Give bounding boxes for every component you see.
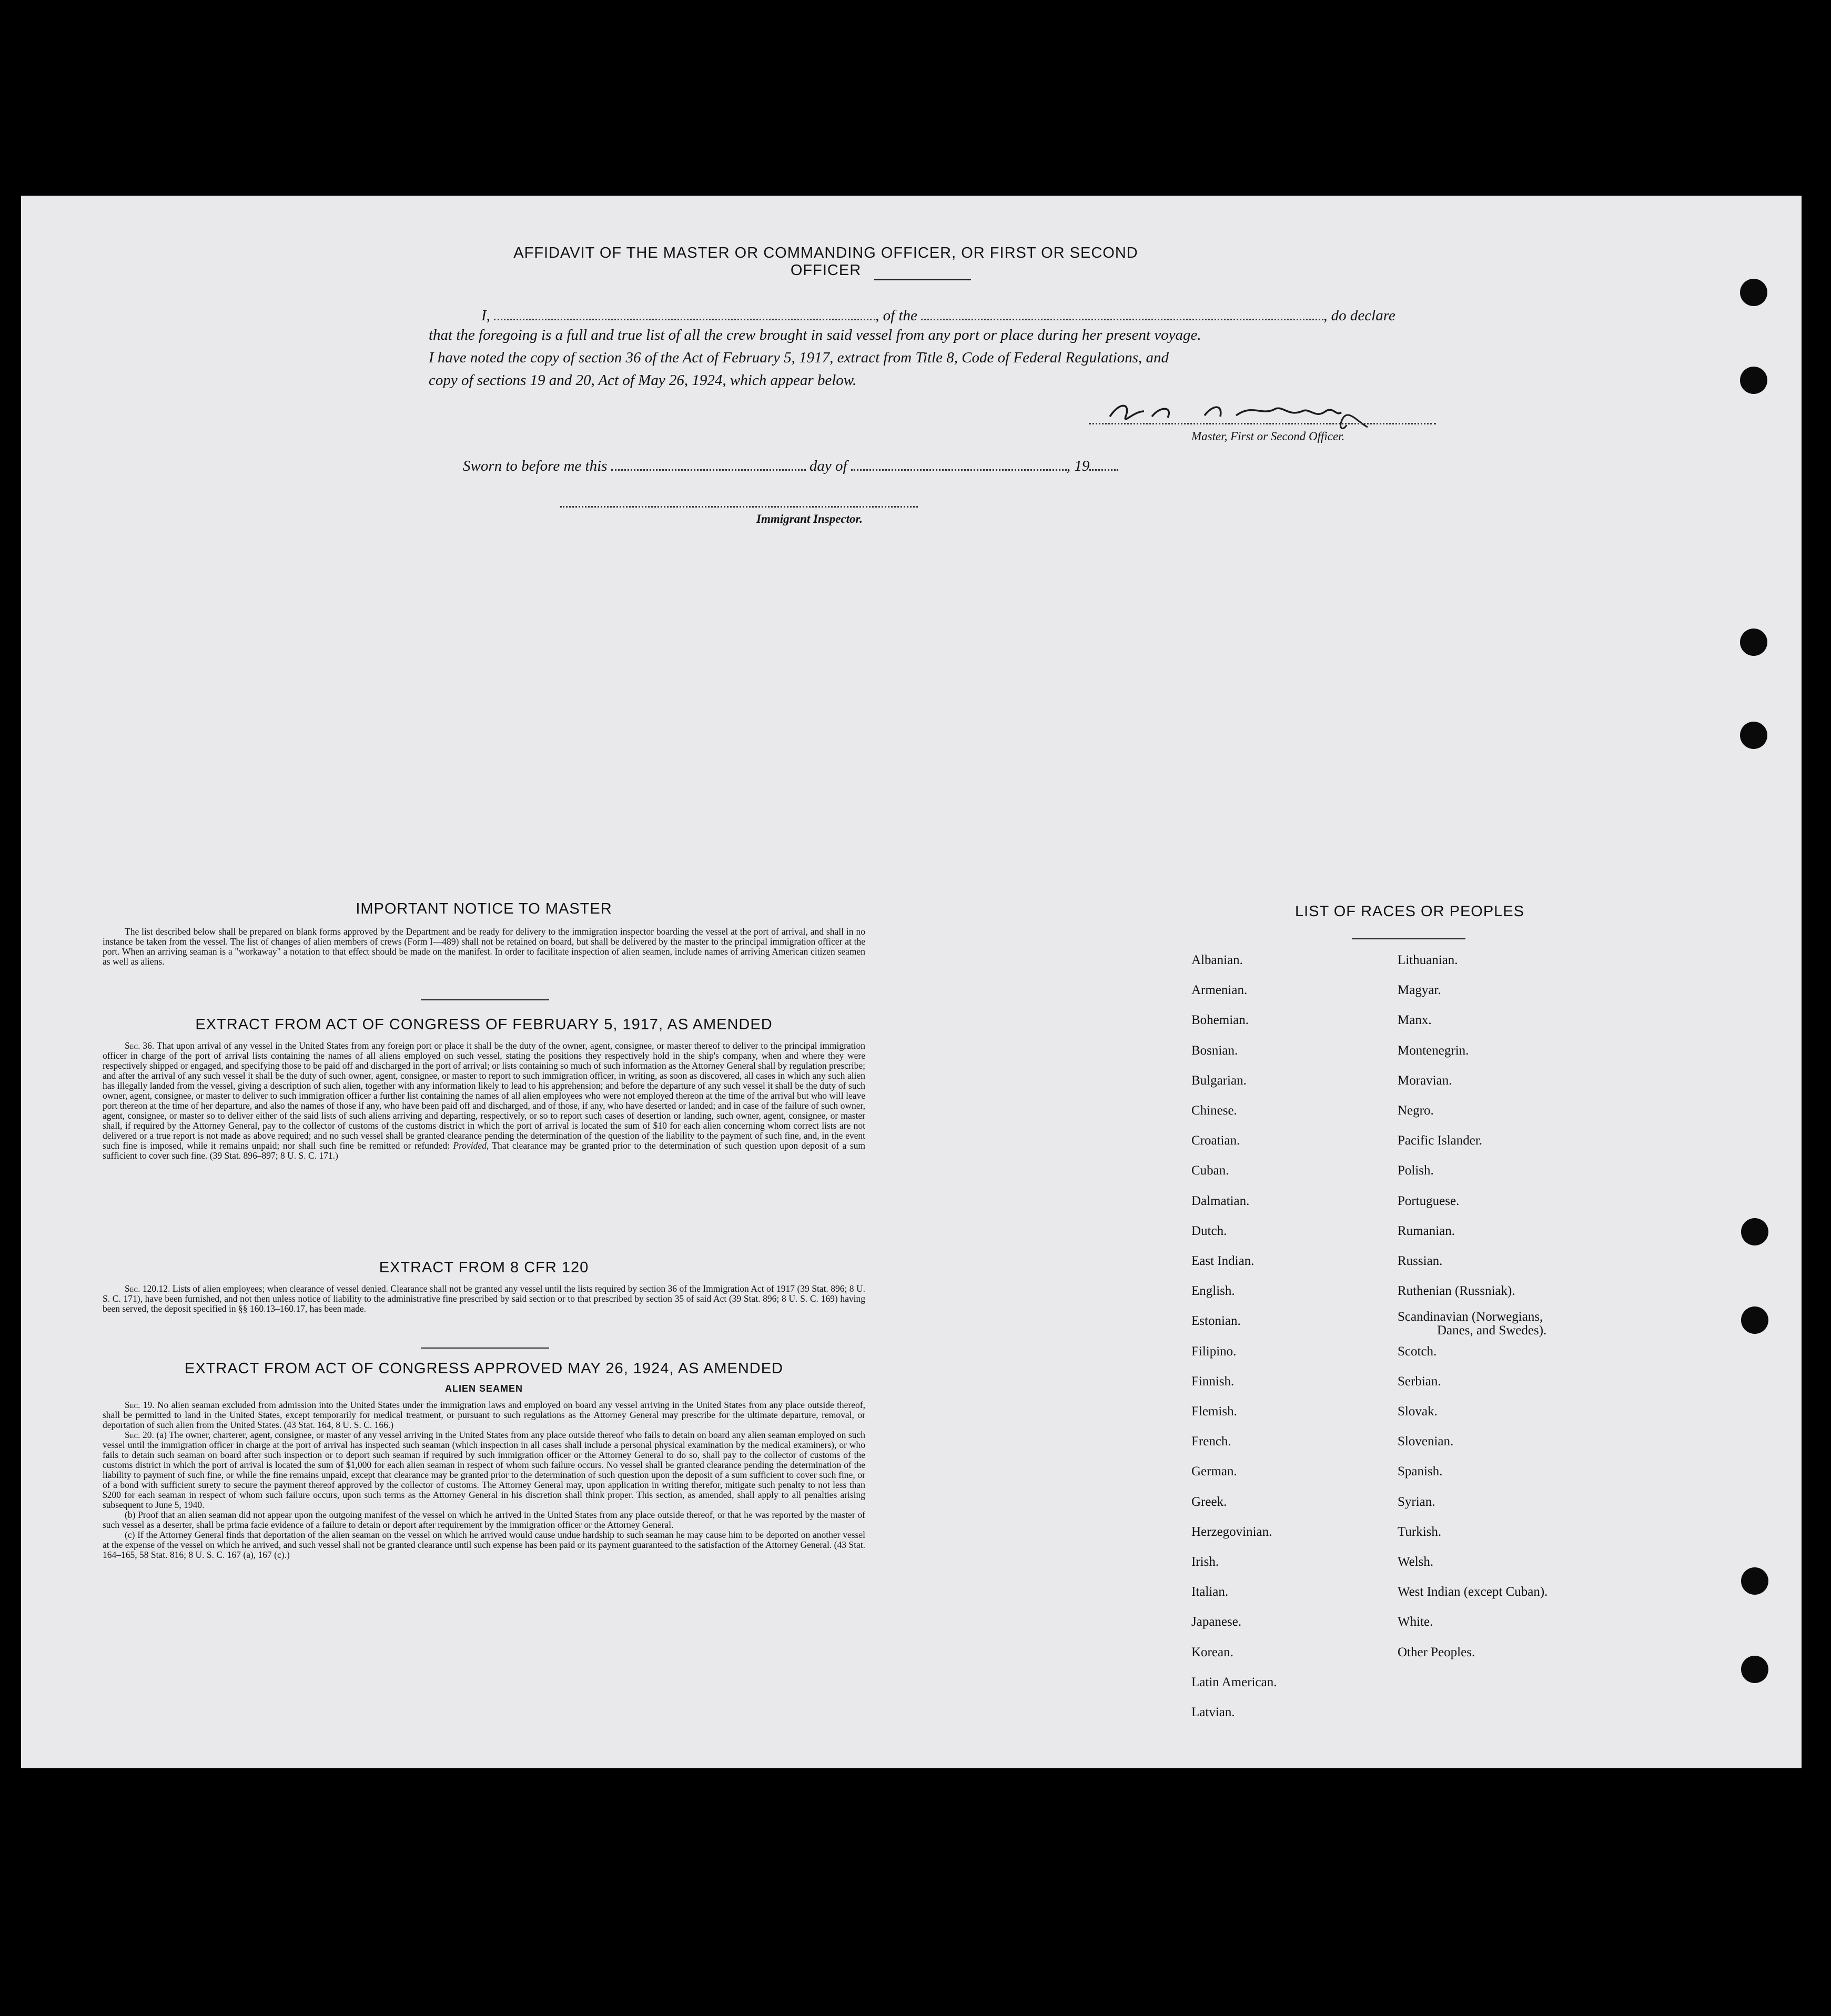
race-item: Finnish. xyxy=(1191,1374,1235,1389)
races-title: LIST OF RACES OR PEOPLES xyxy=(1294,903,1525,920)
officer-signature xyxy=(1094,396,1368,432)
race-item: Danes, and Swedes). xyxy=(1437,1323,1547,1338)
race-item: Lithuanian. xyxy=(1398,953,1458,967)
race-item: Filipino. xyxy=(1191,1344,1237,1359)
races-divider xyxy=(1352,938,1465,939)
extract-cfr-text xyxy=(103,1284,865,1314)
notice-text xyxy=(103,927,865,967)
provided-label: Provided, xyxy=(453,1140,489,1151)
day-of-label: day of xyxy=(809,458,847,474)
signature-line[interactable] xyxy=(1089,423,1436,424)
race-item: Dalmatian. xyxy=(1191,1193,1250,1208)
vessel-name-field[interactable] xyxy=(921,304,1323,320)
binder-hole xyxy=(1741,1306,1768,1334)
extract-cfr-title: EXTRACT FROM 8 CFR 120 xyxy=(379,1259,589,1276)
extract-1917-title: EXTRACT FROM ACT OF CONGRESS OF FEBRUARY 5, 1917, AS AMENDED xyxy=(195,1016,773,1033)
race-item: Dutch. xyxy=(1191,1223,1227,1238)
race-item: Scotch. xyxy=(1398,1344,1437,1359)
sec-19-text: No alien seaman excluded from admission into the United States under the immigration laws and employed on board any vessel arriving in the United States from any place outside thereof, shall be permitted to land in the United States, except temporarily for medical treatment, or pursuant to such regulations as the Attorney General may prescribe for the ultimate departure, removal, or deportation of such alien from the United States. (43 Stat. 164, 8 U. S. C. 166.) xyxy=(103,1400,865,1430)
divider-2 xyxy=(421,1348,549,1349)
sworn-label: Sworn to before me this xyxy=(463,458,608,474)
race-item: White. xyxy=(1398,1615,1433,1629)
race-item: Latin American. xyxy=(1191,1675,1277,1689)
race-item: Latvian. xyxy=(1191,1705,1235,1719)
affidavit-title: AFFIDAVIT OF THE MASTER OR COMMANDING OFFICER, OR FIRST OR SECOND OFFICER xyxy=(513,245,1138,279)
race-item: East Indian. xyxy=(1191,1254,1255,1268)
race-item: Bosnian. xyxy=(1191,1043,1238,1058)
sec-20b-text: (b) Proof that an alien seaman did not appear upon the outgoing manifest of the vessel on which he arrived in the United States from any place outside thereof, or that he was reported by the master of such vessel as a deserter, shall be prima facie evidence of a failure to detain or deport after requirement by the immigration officer or the Attorney General. xyxy=(103,1510,865,1530)
sec-36-text-end: That clearance may be granted prior to the determination of such question upon deposit of a sum sufficient to cover such fine. (39 Stat. 896–897; 8 U. S. C. 171.) xyxy=(103,1140,866,1161)
extract-1917-text xyxy=(103,1041,865,1161)
declarant-label: I, xyxy=(481,307,490,324)
signature-caption: Master, First or Second Officer. xyxy=(1191,430,1345,443)
race-item: Herzegovinian. xyxy=(1191,1524,1272,1539)
race-item: Welsh. xyxy=(1398,1555,1434,1569)
race-item: Scandinavian (Norwegians, xyxy=(1398,1310,1543,1324)
race-item: Japanese. xyxy=(1191,1615,1242,1629)
race-item: Slovenian. xyxy=(1398,1434,1454,1449)
race-item: Spanish. xyxy=(1398,1464,1443,1479)
title-divider xyxy=(874,279,971,280)
race-item: Serbian. xyxy=(1398,1374,1441,1389)
race-item: Armenian. xyxy=(1191,983,1248,998)
declaration-line-3: I have noted the copy of section 36 of the Act of February 5, 1917, extract from Title 8, Code of Federal Regulations, and xyxy=(429,349,1169,366)
binder-hole xyxy=(1740,629,1767,656)
inspector-signature-line[interactable] xyxy=(560,506,918,508)
race-item: Magyar. xyxy=(1398,983,1441,998)
race-item: Montenegrin. xyxy=(1398,1043,1469,1058)
vessel-label: , of the xyxy=(875,307,917,324)
race-item: Manx. xyxy=(1398,1013,1432,1028)
declaration-line-4: copy of sections 19 and 20, Act of May 26, 1924, which appear below. xyxy=(429,372,857,389)
declarant-name-field[interactable] xyxy=(494,304,875,320)
race-item: Irish. xyxy=(1191,1555,1219,1569)
binder-hole xyxy=(1741,1567,1768,1595)
sworn-day-field[interactable] xyxy=(611,454,806,471)
sec-20c-text: (c) If the Attorney General finds that deportation of the alien seaman on the vessel on which he arrived would cause undue hardship to such seaman he may cause him to be deported on another vessel at the expense of the vessel on which he arrived, and such vessel shall not be granted clearance until such expense has been paid or its payment guaranteed to the satisfaction of the Attorney General. (43 Stat. 164–165, 58 Stat. 816; 8 U. S. C. 167 (a), 167 (c).) xyxy=(103,1529,865,1560)
form-sheet xyxy=(21,196,1802,1768)
race-item: Greek. xyxy=(1191,1494,1227,1509)
sec-20-label: Sec. 20. xyxy=(125,1430,154,1440)
race-item: Polish. xyxy=(1398,1163,1434,1178)
race-item: Croatian. xyxy=(1191,1133,1240,1148)
race-item: Bulgarian. xyxy=(1191,1073,1247,1088)
sec-120-text: Lists of alien employees; when clearance of vessel denied. Clearance shall not be granted any vessel until the lists required by section 36 of the Immigration Act of 1917 (39 Stat. 896; 8 U. S. C. 171), have been furnished, and not then unless notice of liability to the administrative fine prescribed by said section or to that prescribed by section 35 of said Act (39 Stat. 896; 8 U. S. C. 169) having been served, the deposit specified in §§ 160.13–160.17, has been made. xyxy=(103,1283,865,1314)
race-item: Moravian. xyxy=(1398,1073,1452,1088)
binder-hole xyxy=(1740,367,1767,394)
binder-hole xyxy=(1741,1656,1768,1683)
declare-text: , do declare xyxy=(1323,307,1395,324)
race-item: West Indian (except Cuban). xyxy=(1398,1585,1548,1599)
sec-36-label: Sec. 36. xyxy=(125,1040,155,1051)
declaration-line-1 xyxy=(429,304,1395,325)
notice-paragraph: The list described below shall be prepared on blank forms approved by the Department and be ready for delivery to the immigration inspector boarding the vessel at the port of arrival, and shall in no instance be taken from the vessel. The list of changes of alien members of crews (Form I—489) shall not be retained on board, but shall be delivered by the master to the principal immigration officer at the port. When an arriving seaman is a "workaway" a notation to that effect should be made on the manifest. In order to facilitate inspection of alien seamen, include names of arriving American citizen seamen as well as aliens. xyxy=(103,926,865,967)
binder-hole xyxy=(1740,279,1767,306)
race-item: Italian. xyxy=(1191,1585,1229,1599)
race-item: Other Peoples. xyxy=(1398,1645,1475,1659)
race-item: Estonian. xyxy=(1191,1314,1241,1329)
sworn-line xyxy=(463,454,1118,475)
race-item: Ruthenian (Russniak). xyxy=(1398,1284,1515,1299)
sec-120-label: Sec. 120.12. xyxy=(125,1283,170,1294)
sworn-year-field[interactable] xyxy=(1089,454,1118,471)
race-item: Portuguese. xyxy=(1398,1193,1460,1208)
race-item: Russian. xyxy=(1398,1254,1443,1268)
race-item: Flemish. xyxy=(1191,1404,1237,1419)
race-item: German. xyxy=(1191,1464,1237,1479)
alien-seamen-subtitle: ALIEN SEAMEN xyxy=(444,1383,523,1394)
race-item: Albanian. xyxy=(1191,953,1243,967)
sec-19-label: Sec. 19. xyxy=(125,1400,155,1410)
extract-1924-title: EXTRACT FROM ACT OF CONGRESS APPROVED MAY 26, 1924, AS AMENDED xyxy=(185,1360,783,1377)
inspector-caption: Immigrant Inspector. xyxy=(756,512,863,525)
race-item: French. xyxy=(1191,1434,1231,1449)
race-item: Cuban. xyxy=(1191,1163,1229,1178)
race-item: Bohemian. xyxy=(1191,1013,1249,1028)
sec-36-text: That upon arrival of any vessel in the United States from any foreign port or place it shall be the duty of the owner, agent, consignee, or master thereof to deliver to the principal immigration officer in charge of the port of arrival lists containing the names of all aliens employed on such vessel, stating the positions they respectively hold in the ship's company, when and where they were respectively shipped or engaged, and specifying those to be paid off and discharged in the port of arrival; or lists containing so much of such information as the Attorney General shall by regulation prescribe; and after the arrival of any such vessel it shall be the duty of such owner, agent, consignee, or master to report to such immigration officer, in writing, as soon as discovered, all cases in which any such alien has illegally landed from the vessel, giving a description of such alien, together with any information likely to lead to his apprehension; and before the departure of any such vessel it shall be the duty of such owner, agent, consignee, or master to deliver to such immigration officer a further list containing the names of all alien employees who were not employed thereon at the time of the arrival but who will leave port thereon at the time of her departure, and also the names of those if any, who have been paid off and discharged, and of those, if any, who have deserted or landed; and in case of the failure of such owner, agent, consignee, or master so to deliver either of the said lists of such aliens arriving and departing, respectively, or so to report such cases of desertion or landing, such owner, agent, consignee, or master shall, if required by the Attorney General, pay to the collector of customs of the customs district in which the port of arrival is located the sum of $10 for each alien concerning whom correct lists are not delivered or a true report is not made as above required; and no such vessel shall be granted clearance pending the determination of the question of the liability to the payment of such fine, and, in the event such fine is imposed, while it remains unpaid; nor shall such fine be remitted or refunded: xyxy=(103,1040,865,1151)
divider-1 xyxy=(421,999,549,1000)
race-item: Pacific Islander. xyxy=(1398,1133,1483,1148)
race-item: Negro. xyxy=(1398,1103,1434,1118)
race-item: English. xyxy=(1191,1284,1235,1299)
binder-hole xyxy=(1740,722,1767,749)
race-item: Syrian. xyxy=(1398,1494,1435,1509)
race-item: Rumanian. xyxy=(1398,1223,1455,1238)
race-item: Korean. xyxy=(1191,1645,1233,1659)
sec-20a-text: (a) The owner, charterer, agent, consignee, or master of any vessel arriving in the United States from any place outside thereof who fails to detain on board any alien seaman employed on such vessel until the immigration officer in charge at the port of arrival has inspected such seaman (which inspection in all cases shall include a personal physical examination by the medical examiners), or who fails to detain such seaman on board after such inspection or to deport such seaman if required by such immigration officer or the Attorney General to do so, shall pay to the collector of customs of the customs district in which the port of arrival is located the sum of $1,000 for each alien seaman in respect of whom such failure occurs. No vessel shall be granted clearance pending the determination of the liability to payment of such fine, or while the fine remains unpaid, except that clearance may be granted prior to the determination of such question upon the deposit of a sum sufficient to cover such fine, or of a bond with sufficient surety to secure the payment thereof approved by the collector of customs. The Attorney General may, upon application in writing therefor, mitigate such penalty to not less than $200 for each seaman in respect of whom such failure occurs, upon such terms as the Attorney General in his discretion shall think proper. This section, as amended, shall apply to all penalties arising subsequent to June 5, 1940. xyxy=(103,1430,866,1510)
race-item: Turkish. xyxy=(1398,1524,1442,1539)
extract-1924-text xyxy=(103,1400,865,1560)
binder-hole xyxy=(1741,1218,1768,1245)
race-item: Chinese. xyxy=(1191,1103,1237,1118)
declaration-line-2: that the foregoing is a full and true list of all the crew brought in said vessel from any port or place during her present voyage. xyxy=(429,327,1201,343)
race-item: Slovak. xyxy=(1398,1404,1438,1419)
sworn-month-field[interactable] xyxy=(851,454,1067,471)
notice-title: IMPORTANT NOTICE TO MASTER xyxy=(356,900,612,917)
year-prefix: , 19 xyxy=(1066,458,1090,474)
